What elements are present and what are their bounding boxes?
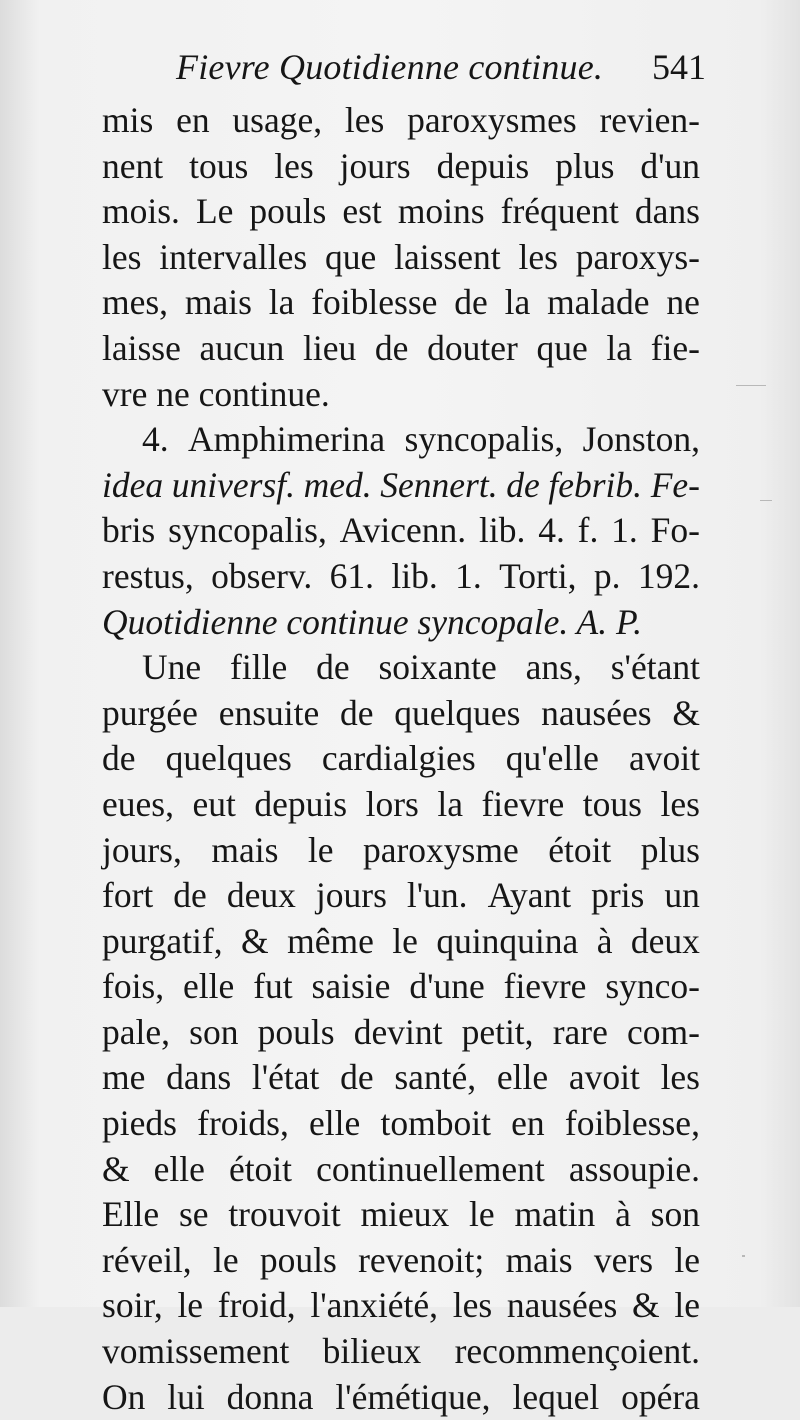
text-line: vre ne continue.: [102, 373, 330, 414]
text-line: eues, eut depuis lors la fievre tous les: [102, 783, 700, 824]
text-line: On lui donna l'émétique, lequel opéra: [102, 1376, 700, 1417]
page-number: 541: [652, 47, 706, 87]
text-line: & elle étoit continuellement assoupie.: [102, 1148, 700, 1189]
text-line: mois. Le pouls est moins fréquent dans: [102, 191, 700, 232]
text-line: les intervalles que laissent les paroxys-: [102, 236, 700, 277]
text-line: de quelques cardialgies qu'elle avoit: [102, 738, 700, 779]
text-line: réveil, le pouls revenoit; mais vers le: [102, 1239, 700, 1280]
paper-speck: [760, 500, 772, 501]
citation-line: idea universf. med. Sennert. de febrib. Fe-: [102, 464, 700, 505]
running-title: Fievre Quotidienne continue.: [176, 47, 604, 87]
paper-speck: [736, 385, 766, 386]
text-line: purgée ensuite de quelques nausées &: [102, 692, 700, 733]
text-line: me dans l'état de santé, elle avoit les: [102, 1057, 700, 1098]
text-line: pale, son pouls devint petit, rare com-: [102, 1011, 700, 1052]
citation-line: Quotidienne continue syncopale. A. P.: [102, 601, 642, 642]
text-line: Elle se trouvoit mieux le matin à son: [102, 1194, 700, 1235]
text-line: fois, elle fut saisie d'une fievre synco-: [102, 966, 700, 1007]
paper-speck: [742, 1255, 745, 1257]
section-heading-line: 4. Amphimerina syncopalis, Jonston,: [142, 419, 700, 460]
text-line: fort de deux jours l'un. Ayant pris un: [102, 875, 700, 916]
text-line: mes, mais la foiblesse de la malade ne: [102, 282, 700, 323]
text-line: purgatif, & même le quinquina à deux: [102, 920, 700, 961]
text-line: laisse aucun lieu de douter que la fie-: [102, 327, 700, 368]
text-line: mis en usage, les paroxysmes revien-: [102, 100, 700, 140]
text-line: nent tous les jours depuis plus d'un: [102, 145, 700, 186]
text-line: soir, le froid, l'anxiété, les nausées & le: [102, 1285, 700, 1326]
text-line: vomissement bilieux recommençoient.: [102, 1331, 700, 1372]
text-line: jours, mais le paroxysme étoit plus: [102, 829, 700, 870]
citation-line: bris syncopalis, Avicenn. lib. 4. f. 1. Fo-: [102, 510, 700, 551]
body-text: [102, 98, 700, 1420]
paragraph-start-line: Une fille de soixante ans, s'étant: [142, 647, 700, 688]
page-header: [170, 40, 710, 96]
text-line: pieds froids, elle tomboit en foiblesse,: [102, 1103, 700, 1144]
citation-line: restus, observ. 61. lib. 1. Torti, p. 192.: [102, 555, 700, 596]
